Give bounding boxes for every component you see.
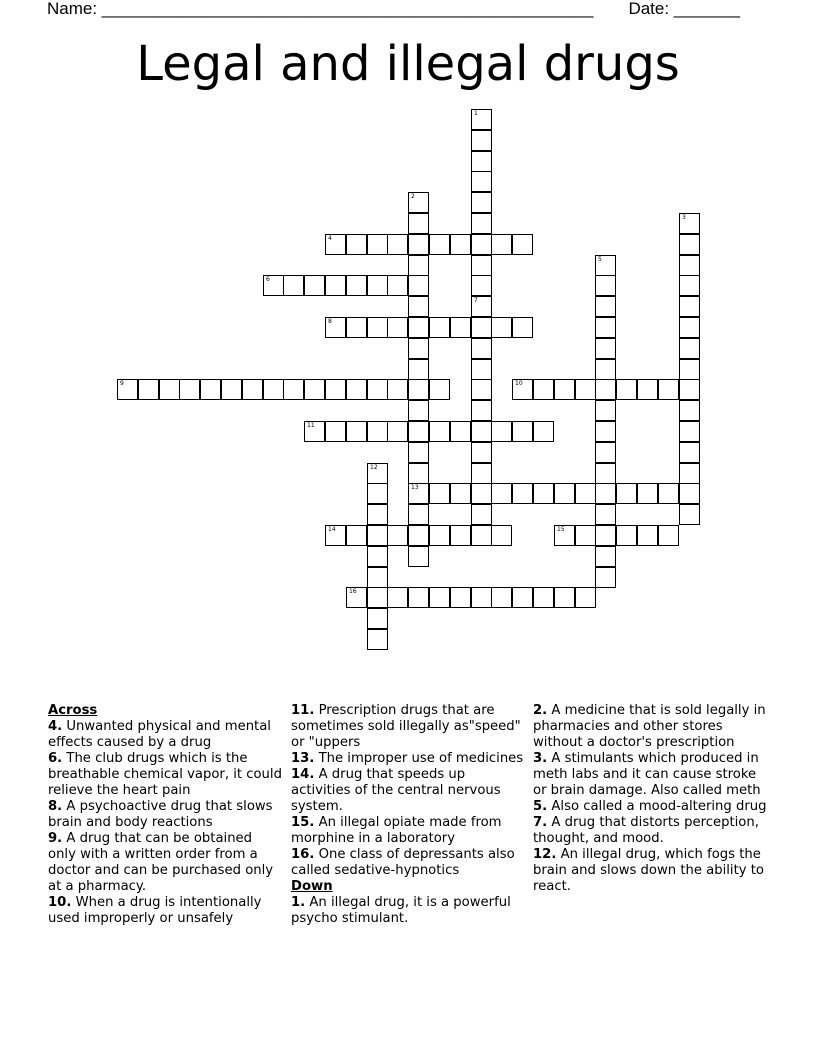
- crossword-cell[interactable]: [575, 483, 596, 504]
- crossword-cell[interactable]: [304, 421, 325, 442]
- crossword-cell[interactable]: [450, 421, 471, 442]
- crossword-cell[interactable]: [387, 525, 408, 546]
- crossword-cell[interactable]: [595, 317, 616, 338]
- clue-text: One class of depressants also called sedative-hypnotics: [291, 847, 515, 878]
- crossword-cell[interactable]: [367, 317, 388, 338]
- crossword-cell[interactable]: [595, 442, 616, 463]
- crossword-cell[interactable]: [346, 587, 367, 608]
- crossword-cell[interactable]: [491, 587, 512, 608]
- crossword-cell[interactable]: [471, 421, 492, 442]
- crossword-cell[interactable]: [637, 525, 658, 546]
- crossword-cell[interactable]: [367, 504, 388, 525]
- clue-number: 12.: [533, 847, 557, 862]
- clue-number: 1.: [291, 895, 306, 910]
- crossword-cell[interactable]: [679, 359, 700, 380]
- clue-number: 4.: [48, 719, 63, 734]
- crossword-cell[interactable]: [491, 483, 512, 504]
- crossword-cell[interactable]: [346, 421, 367, 442]
- crossword-cell[interactable]: [346, 525, 367, 546]
- crossword-cell[interactable]: [471, 151, 492, 172]
- crossword-cell[interactable]: [408, 255, 429, 276]
- clue-across-9: [48, 831, 284, 895]
- crossword-cell[interactable]: [595, 421, 616, 442]
- crossword-cell[interactable]: [491, 234, 512, 255]
- crossword-cell[interactable]: [367, 421, 388, 442]
- clue-number: 13.: [291, 751, 315, 766]
- crossword-cell[interactable]: [429, 379, 450, 400]
- crossword-cell[interactable]: [512, 421, 533, 442]
- crossword-cell[interactable]: [471, 379, 492, 400]
- crossword-cell[interactable]: [387, 234, 408, 255]
- crossword-cell[interactable]: [346, 275, 367, 296]
- crossword-cell[interactable]: [200, 379, 221, 400]
- crossword-cell[interactable]: [658, 483, 679, 504]
- clue-across-10: [48, 895, 284, 927]
- crossword-cell[interactable]: [575, 525, 596, 546]
- clue-number: 16.: [291, 847, 315, 862]
- clue-text: A stimulants which produced in meth labs and it can cause stroke or brain damage. Also called meth: [533, 751, 761, 798]
- crossword-cell[interactable]: [471, 442, 492, 463]
- crossword-cell[interactable]: [512, 379, 533, 400]
- crossword-cell[interactable]: [387, 379, 408, 400]
- crossword-cell[interactable]: [408, 483, 429, 504]
- cell-number: 7: [474, 297, 478, 304]
- clue-text: An illegal drug, it is a powerful psycho stimulant.: [291, 895, 511, 926]
- clue-text: The improper use of medicines: [318, 751, 524, 766]
- crossword-cell[interactable]: [429, 234, 450, 255]
- crossword-cell[interactable]: [283, 379, 304, 400]
- crossword-cell[interactable]: [367, 587, 388, 608]
- crossword-cell[interactable]: [554, 525, 575, 546]
- crossword-cell[interactable]: [367, 546, 388, 567]
- cell-number: 11: [307, 422, 315, 429]
- crossword-cell[interactable]: [471, 255, 492, 276]
- crossword-cell[interactable]: [575, 379, 596, 400]
- crossword-cell[interactable]: [637, 379, 658, 400]
- crossword-cell[interactable]: [679, 296, 700, 317]
- crossword-cell[interactable]: [387, 275, 408, 296]
- clue-down-5: [533, 799, 769, 815]
- crossword-cell[interactable]: [367, 234, 388, 255]
- clue-number: 7.: [533, 815, 548, 830]
- clue-text: When a drug is intentionally used improperly or unsafely: [48, 895, 262, 926]
- crossword-cell[interactable]: [595, 296, 616, 317]
- cell-number: 2: [411, 193, 415, 200]
- crossword-cell[interactable]: [595, 400, 616, 421]
- crossword-cell[interactable]: [408, 213, 429, 234]
- clues-column-2: [291, 703, 527, 927]
- crossword-cell[interactable]: [471, 463, 492, 484]
- crossword-cell[interactable]: [450, 587, 471, 608]
- date-field[interactable]: Date: _______: [628, 0, 740, 18]
- crossword-cell[interactable]: [471, 483, 492, 504]
- crossword-cell[interactable]: [512, 234, 533, 255]
- crossword-cell[interactable]: [471, 171, 492, 192]
- crossword-cell[interactable]: [471, 130, 492, 151]
- clue-text: Unwanted physical and mental effects caused by a drug: [48, 719, 271, 750]
- crossword-cell[interactable]: [159, 379, 180, 400]
- clue-across-11: [291, 703, 527, 751]
- crossword-cell[interactable]: [179, 379, 200, 400]
- crossword-cell[interactable]: [367, 629, 388, 650]
- crossword-cell[interactable]: [595, 379, 616, 400]
- crossword-cell[interactable]: [616, 379, 637, 400]
- clue-across-6: [48, 751, 284, 799]
- crossword-cell[interactable]: [263, 379, 284, 400]
- clue-down-3: [533, 751, 769, 799]
- crossword-cell[interactable]: [367, 567, 388, 588]
- crossword-cell[interactable]: [595, 525, 616, 546]
- crossword-cell[interactable]: [616, 483, 637, 504]
- cell-number: 6: [266, 276, 270, 283]
- crossword-cell[interactable]: [595, 567, 616, 588]
- cell-number: 8: [328, 318, 332, 325]
- crossword-cell[interactable]: [471, 525, 492, 546]
- crossword-cell[interactable]: [408, 504, 429, 525]
- crossword-cell[interactable]: [471, 400, 492, 421]
- crossword-cell[interactable]: [367, 608, 388, 629]
- crossword-cell[interactable]: [304, 379, 325, 400]
- clue-number: 9.: [48, 831, 63, 846]
- crossword-cell[interactable]: [408, 192, 429, 213]
- clue-text: An illegal opiate made from morphine in a laboratory: [291, 815, 502, 846]
- clue-text: A drug that distorts perception, thought, and mood.: [533, 815, 759, 846]
- cell-number: 13: [411, 484, 419, 491]
- crossword-cell[interactable]: [554, 379, 575, 400]
- crossword-cell[interactable]: [346, 379, 367, 400]
- crossword-cell[interactable]: [679, 234, 700, 255]
- crossword-cell[interactable]: [408, 442, 429, 463]
- crossword-cell[interactable]: [367, 525, 388, 546]
- crossword-cell[interactable]: [679, 483, 700, 504]
- crossword-cell[interactable]: [429, 525, 450, 546]
- crossword-cell[interactable]: [408, 463, 429, 484]
- down-heading: Down: [291, 879, 333, 894]
- crossword-cell[interactable]: [595, 546, 616, 567]
- clue-number: 8.: [48, 799, 63, 814]
- crossword-cell[interactable]: [471, 109, 492, 130]
- crossword-cell[interactable]: [575, 587, 596, 608]
- cell-number: 9: [120, 380, 124, 387]
- clue-number: 10.: [48, 895, 72, 910]
- crossword-cell[interactable]: [408, 421, 429, 442]
- crossword-cell[interactable]: [595, 463, 616, 484]
- crossword-cell[interactable]: [637, 483, 658, 504]
- clues-column-3: [533, 703, 769, 895]
- cell-number: 5: [598, 256, 602, 263]
- crossword-cell[interactable]: [450, 234, 471, 255]
- clue-text: An illegal drug, which fogs the brain and slows down the ability to react.: [533, 847, 765, 894]
- clue-down-12: [533, 847, 769, 895]
- crossword-cell[interactable]: [325, 234, 346, 255]
- name-field[interactable]: Name: ____________________________________________________: [47, 0, 594, 18]
- cell-number: 4: [328, 235, 332, 242]
- crossword-cell[interactable]: [408, 359, 429, 380]
- clue-down-1: [291, 895, 527, 927]
- crossword-cell[interactable]: [450, 483, 471, 504]
- clue-across-4: [48, 719, 284, 751]
- crossword-cell[interactable]: [367, 379, 388, 400]
- clue-text: A psychoactive drug that slows brain and body reactions: [48, 799, 273, 830]
- clue-number: 5.: [533, 799, 548, 814]
- crossword-cell[interactable]: [679, 317, 700, 338]
- crossword-cell[interactable]: [387, 317, 408, 338]
- crossword-cell[interactable]: [138, 379, 159, 400]
- crossword-cell[interactable]: [595, 359, 616, 380]
- crossword-cell[interactable]: [595, 338, 616, 359]
- crossword-cell[interactable]: [512, 317, 533, 338]
- crossword-cell[interactable]: [429, 587, 450, 608]
- crossword-cell[interactable]: [408, 234, 429, 255]
- crossword-cell[interactable]: [408, 400, 429, 421]
- crossword-cell[interactable]: [471, 296, 492, 317]
- clue-number: 14.: [291, 767, 315, 782]
- cell-number: 14: [328, 526, 336, 533]
- crossword-cell[interactable]: [679, 213, 700, 234]
- crossword-cell[interactable]: [408, 525, 429, 546]
- crossword-cell[interactable]: [221, 379, 242, 400]
- crossword-cell[interactable]: [429, 421, 450, 442]
- crossword-cell[interactable]: [471, 317, 492, 338]
- cell-number: 10: [515, 380, 523, 387]
- crossword-cell[interactable]: [658, 379, 679, 400]
- crossword-cell[interactable]: [408, 546, 429, 567]
- crossword-cell[interactable]: [367, 483, 388, 504]
- crossword-cell[interactable]: [408, 296, 429, 317]
- clue-text: A drug that can be obtained only with a written order from a doctor and can be purchased only at a pharmacy.: [48, 831, 274, 894]
- crossword-cell[interactable]: [471, 338, 492, 359]
- crossword-cell[interactable]: [595, 255, 616, 276]
- crossword-cell[interactable]: [450, 317, 471, 338]
- crossword-cell[interactable]: [346, 317, 367, 338]
- crossword-cell[interactable]: [325, 525, 346, 546]
- crossword-cell[interactable]: [616, 525, 637, 546]
- crossword-cell[interactable]: [242, 379, 263, 400]
- crossword-cell[interactable]: [554, 483, 575, 504]
- crossword-cell[interactable]: [533, 483, 554, 504]
- crossword-cell[interactable]: [533, 421, 554, 442]
- crossword-cell[interactable]: [658, 525, 679, 546]
- crossword-cell[interactable]: [679, 463, 700, 484]
- crossword-cell[interactable]: [679, 400, 700, 421]
- cell-number: 3: [682, 214, 686, 221]
- clue-down-2: [533, 703, 769, 751]
- crossword-cell[interactable]: [679, 442, 700, 463]
- crossword-cell[interactable]: [491, 317, 512, 338]
- crossword-cell[interactable]: [429, 483, 450, 504]
- crossword-cell[interactable]: [679, 504, 700, 525]
- crossword-cell[interactable]: [679, 255, 700, 276]
- crossword-cell[interactable]: [325, 275, 346, 296]
- crossword-cell[interactable]: [679, 421, 700, 442]
- clue-across-15: [291, 815, 527, 847]
- crossword-cell[interactable]: [408, 379, 429, 400]
- clue-across-8: [48, 799, 284, 831]
- crossword-cell[interactable]: [450, 525, 471, 546]
- crossword-cell[interactable]: [512, 587, 533, 608]
- clue-across-14: [291, 767, 527, 815]
- crossword-cell[interactable]: [471, 192, 492, 213]
- clue-text: A medicine that is sold legally in pharmacies and other stores without a doctor's prescription: [533, 703, 766, 750]
- crossword-cell[interactable]: [491, 525, 512, 546]
- crossword-cell[interactable]: [471, 213, 492, 234]
- crossword-cell[interactable]: [554, 587, 575, 608]
- crossword-cell[interactable]: [429, 317, 450, 338]
- clue-number: 15.: [291, 815, 315, 830]
- crossword-cell[interactable]: [387, 587, 408, 608]
- crossword-cell[interactable]: [595, 504, 616, 525]
- crossword-cell[interactable]: [408, 317, 429, 338]
- crossword-cell[interactable]: [595, 483, 616, 504]
- crossword-cell[interactable]: [325, 379, 346, 400]
- crossword-cell[interactable]: [283, 275, 304, 296]
- crossword-cell[interactable]: [471, 359, 492, 380]
- crossword-cell[interactable]: [512, 483, 533, 504]
- clue-text: A drug that speeds up activities of the central nervous system.: [291, 767, 501, 814]
- clue-number: 3.: [533, 751, 548, 766]
- crossword-cell[interactable]: [346, 234, 367, 255]
- crossword-cell[interactable]: [325, 317, 346, 338]
- crossword-cell[interactable]: [367, 275, 388, 296]
- crossword-cell[interactable]: [471, 504, 492, 525]
- crossword-cell[interactable]: [471, 587, 492, 608]
- clue-text: Prescription drugs that are sometimes sold illegally as"speed" or "uppers: [291, 703, 521, 750]
- crossword-cell[interactable]: [491, 421, 512, 442]
- clue-text: The club drugs which is the breathable chemical vapor, it could relieve the heart pain: [48, 751, 282, 798]
- crossword-cell[interactable]: [408, 338, 429, 359]
- crossword-cell[interactable]: [471, 234, 492, 255]
- crossword-cell[interactable]: [387, 421, 408, 442]
- clue-across-16: [291, 847, 527, 879]
- crossword-cell[interactable]: [263, 275, 284, 296]
- crossword-cell[interactable]: [117, 379, 138, 400]
- crossword-cell[interactable]: [533, 379, 554, 400]
- clue-text: Also called a mood-altering drug: [551, 799, 767, 814]
- crossword-cell[interactable]: [679, 338, 700, 359]
- clues-column-1: [48, 703, 284, 927]
- crossword-cell[interactable]: [679, 275, 700, 296]
- cell-number: 12: [370, 464, 378, 471]
- cell-number: 1: [474, 110, 478, 117]
- clue-number: 11.: [291, 703, 315, 718]
- crossword-cell[interactable]: [408, 587, 429, 608]
- crossword-cell[interactable]: [304, 275, 325, 296]
- crossword-cell[interactable]: [367, 463, 388, 484]
- crossword-cell[interactable]: [533, 587, 554, 608]
- clue-number: 2.: [533, 703, 548, 718]
- across-heading: Across: [48, 703, 98, 718]
- crossword-cell[interactable]: [679, 379, 700, 400]
- crossword-cell[interactable]: [595, 275, 616, 296]
- cell-number: 16: [349, 588, 357, 595]
- crossword-cell[interactable]: [471, 275, 492, 296]
- crossword-cell[interactable]: [325, 421, 346, 442]
- clue-number: 6.: [48, 751, 63, 766]
- page-title: Legal and illegal drugs: [136, 36, 680, 92]
- clue-across-13: [291, 751, 527, 767]
- cell-number: 15: [557, 526, 565, 533]
- crossword-cell[interactable]: [408, 275, 429, 296]
- clue-down-7: [533, 815, 769, 847]
